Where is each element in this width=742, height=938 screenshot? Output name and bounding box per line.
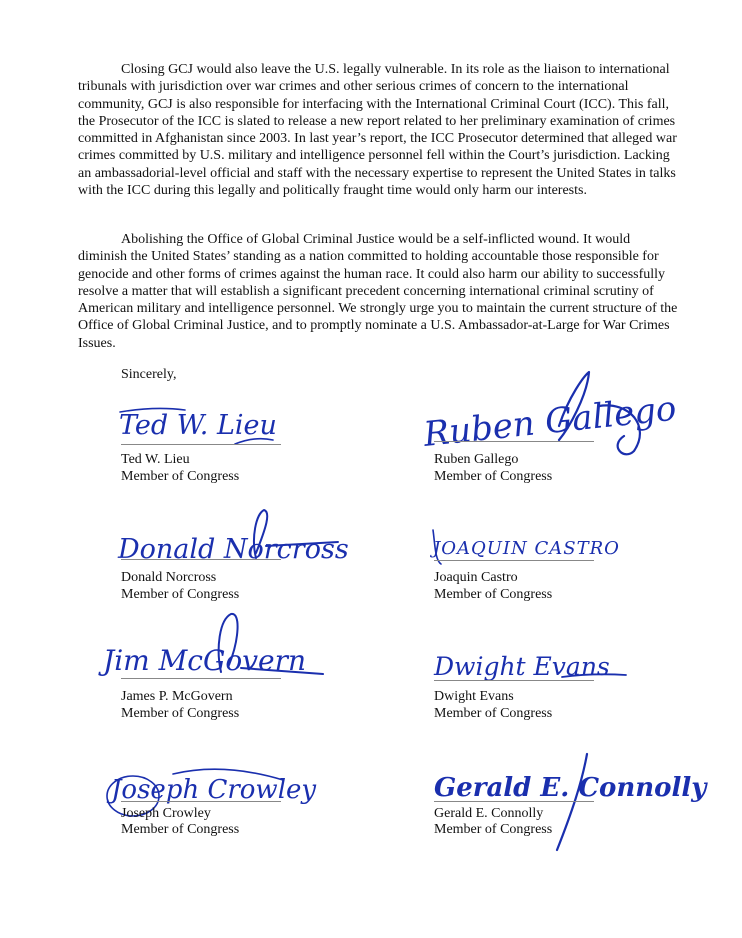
closing-salutation: Sincerely, (121, 367, 177, 382)
body-paragraph: Abolishing the Office of Global Criminal Justice would be a self-inflicted wound. It would diminish the United States’ standing as a nation committed to holding accountable those responsible for genocide and other forms of crimes against the human race. It could also harm our ability to successfully resolve a matter that will establish a significant precedent concerning international criminal scrutiny of American military and intelligence personnel. We strongly urge you to maintain the current structure of the Office of Global Criminal Justice, and to promptly nominate a U.S. Ambassador-at-Large for War Crimes Issues. (78, 232, 678, 351)
signer-name: Donald Norcross (121, 570, 217, 585)
signature-image (431, 524, 631, 568)
signature-block (434, 524, 694, 624)
svg-text:Gerald E. Connolly: Gerald E. Connolly (434, 773, 707, 803)
signature-line (434, 441, 594, 442)
svg-text:Dwight Evans: Dwight Evans (434, 652, 610, 681)
signer-title: Member of Congress (121, 587, 240, 602)
signature-line (121, 444, 281, 445)
signer-title: Member of Congress (121, 822, 240, 837)
svg-text:Joseph Crowley: Joseph Crowley (111, 775, 317, 805)
signer-title: Member of Congress (434, 469, 553, 484)
signer-title: Member of Congress (121, 469, 240, 484)
signature-block (121, 404, 381, 504)
signer-name: Gerald E. Connolly (434, 806, 544, 821)
signature-block (103, 610, 381, 721)
signer-title: Member of Congress (434, 822, 553, 837)
signer-title: Member of Congress (434, 706, 553, 721)
signature-block (434, 645, 694, 745)
signature-line (434, 560, 594, 561)
signer-name: Ruben Gallego (434, 452, 519, 467)
signature-line (121, 678, 281, 679)
signature-block (434, 752, 707, 852)
signer-name: Dwight Evans (434, 689, 514, 704)
signer-title: Member of Congress (434, 587, 553, 602)
svg-text:Donald Norcross: Donald Norcross (118, 534, 349, 565)
signature-line (121, 559, 281, 560)
signature-image (101, 610, 331, 685)
svg-text:Ted W. Lieu: Ted W. Lieu (119, 410, 277, 441)
signer-title: Member of Congress (121, 706, 240, 721)
signature-block (118, 508, 381, 608)
signer-name: Joseph Crowley (121, 806, 211, 821)
signature-block (421, 366, 694, 486)
signer-name: James P. McGovern (121, 689, 233, 704)
signer-name: Ted W. Lieu (121, 452, 190, 467)
body-paragraph: Closing GCJ would also leave the U.S. legally vulnerable. In its role as the liaison to international tribunals with jurisdiction over war crimes and other serious crimes of concern to the international community, GCJ is also responsible for interfacing with the International Criminal Court (ICC). This fall, the Prosecutor of the ICC is slated to release a new report related to her preliminary examination of crimes committed in Afghanistan since 2003. In last year’s report, the ICC Prosecutor determined that alleged war crimes committed by U.S. military and intelligence personnel fell within the Court’s jurisdiction. Lacking an ambassadorial-level official and staff with the necessary expertise to represent the United States in talks with the ICC during this legally and politically fraught time would only harm our interests. (78, 62, 677, 199)
signature-line (121, 801, 281, 802)
signature-image (116, 508, 349, 570)
signature-image (115, 404, 295, 454)
signer-name: Joaquin Castro (434, 570, 518, 585)
signature-image (419, 366, 679, 461)
signature-block (111, 760, 381, 860)
svg-text:JOAQUIN CASTRO: JOAQUIN CASTRO (433, 538, 620, 559)
svg-text:Jim McGovern: Jim McGovern (103, 644, 307, 677)
signature-line (434, 801, 594, 802)
signature-line (434, 680, 594, 681)
svg-text:Ruben Gallego: Ruben Gallego (421, 388, 679, 455)
